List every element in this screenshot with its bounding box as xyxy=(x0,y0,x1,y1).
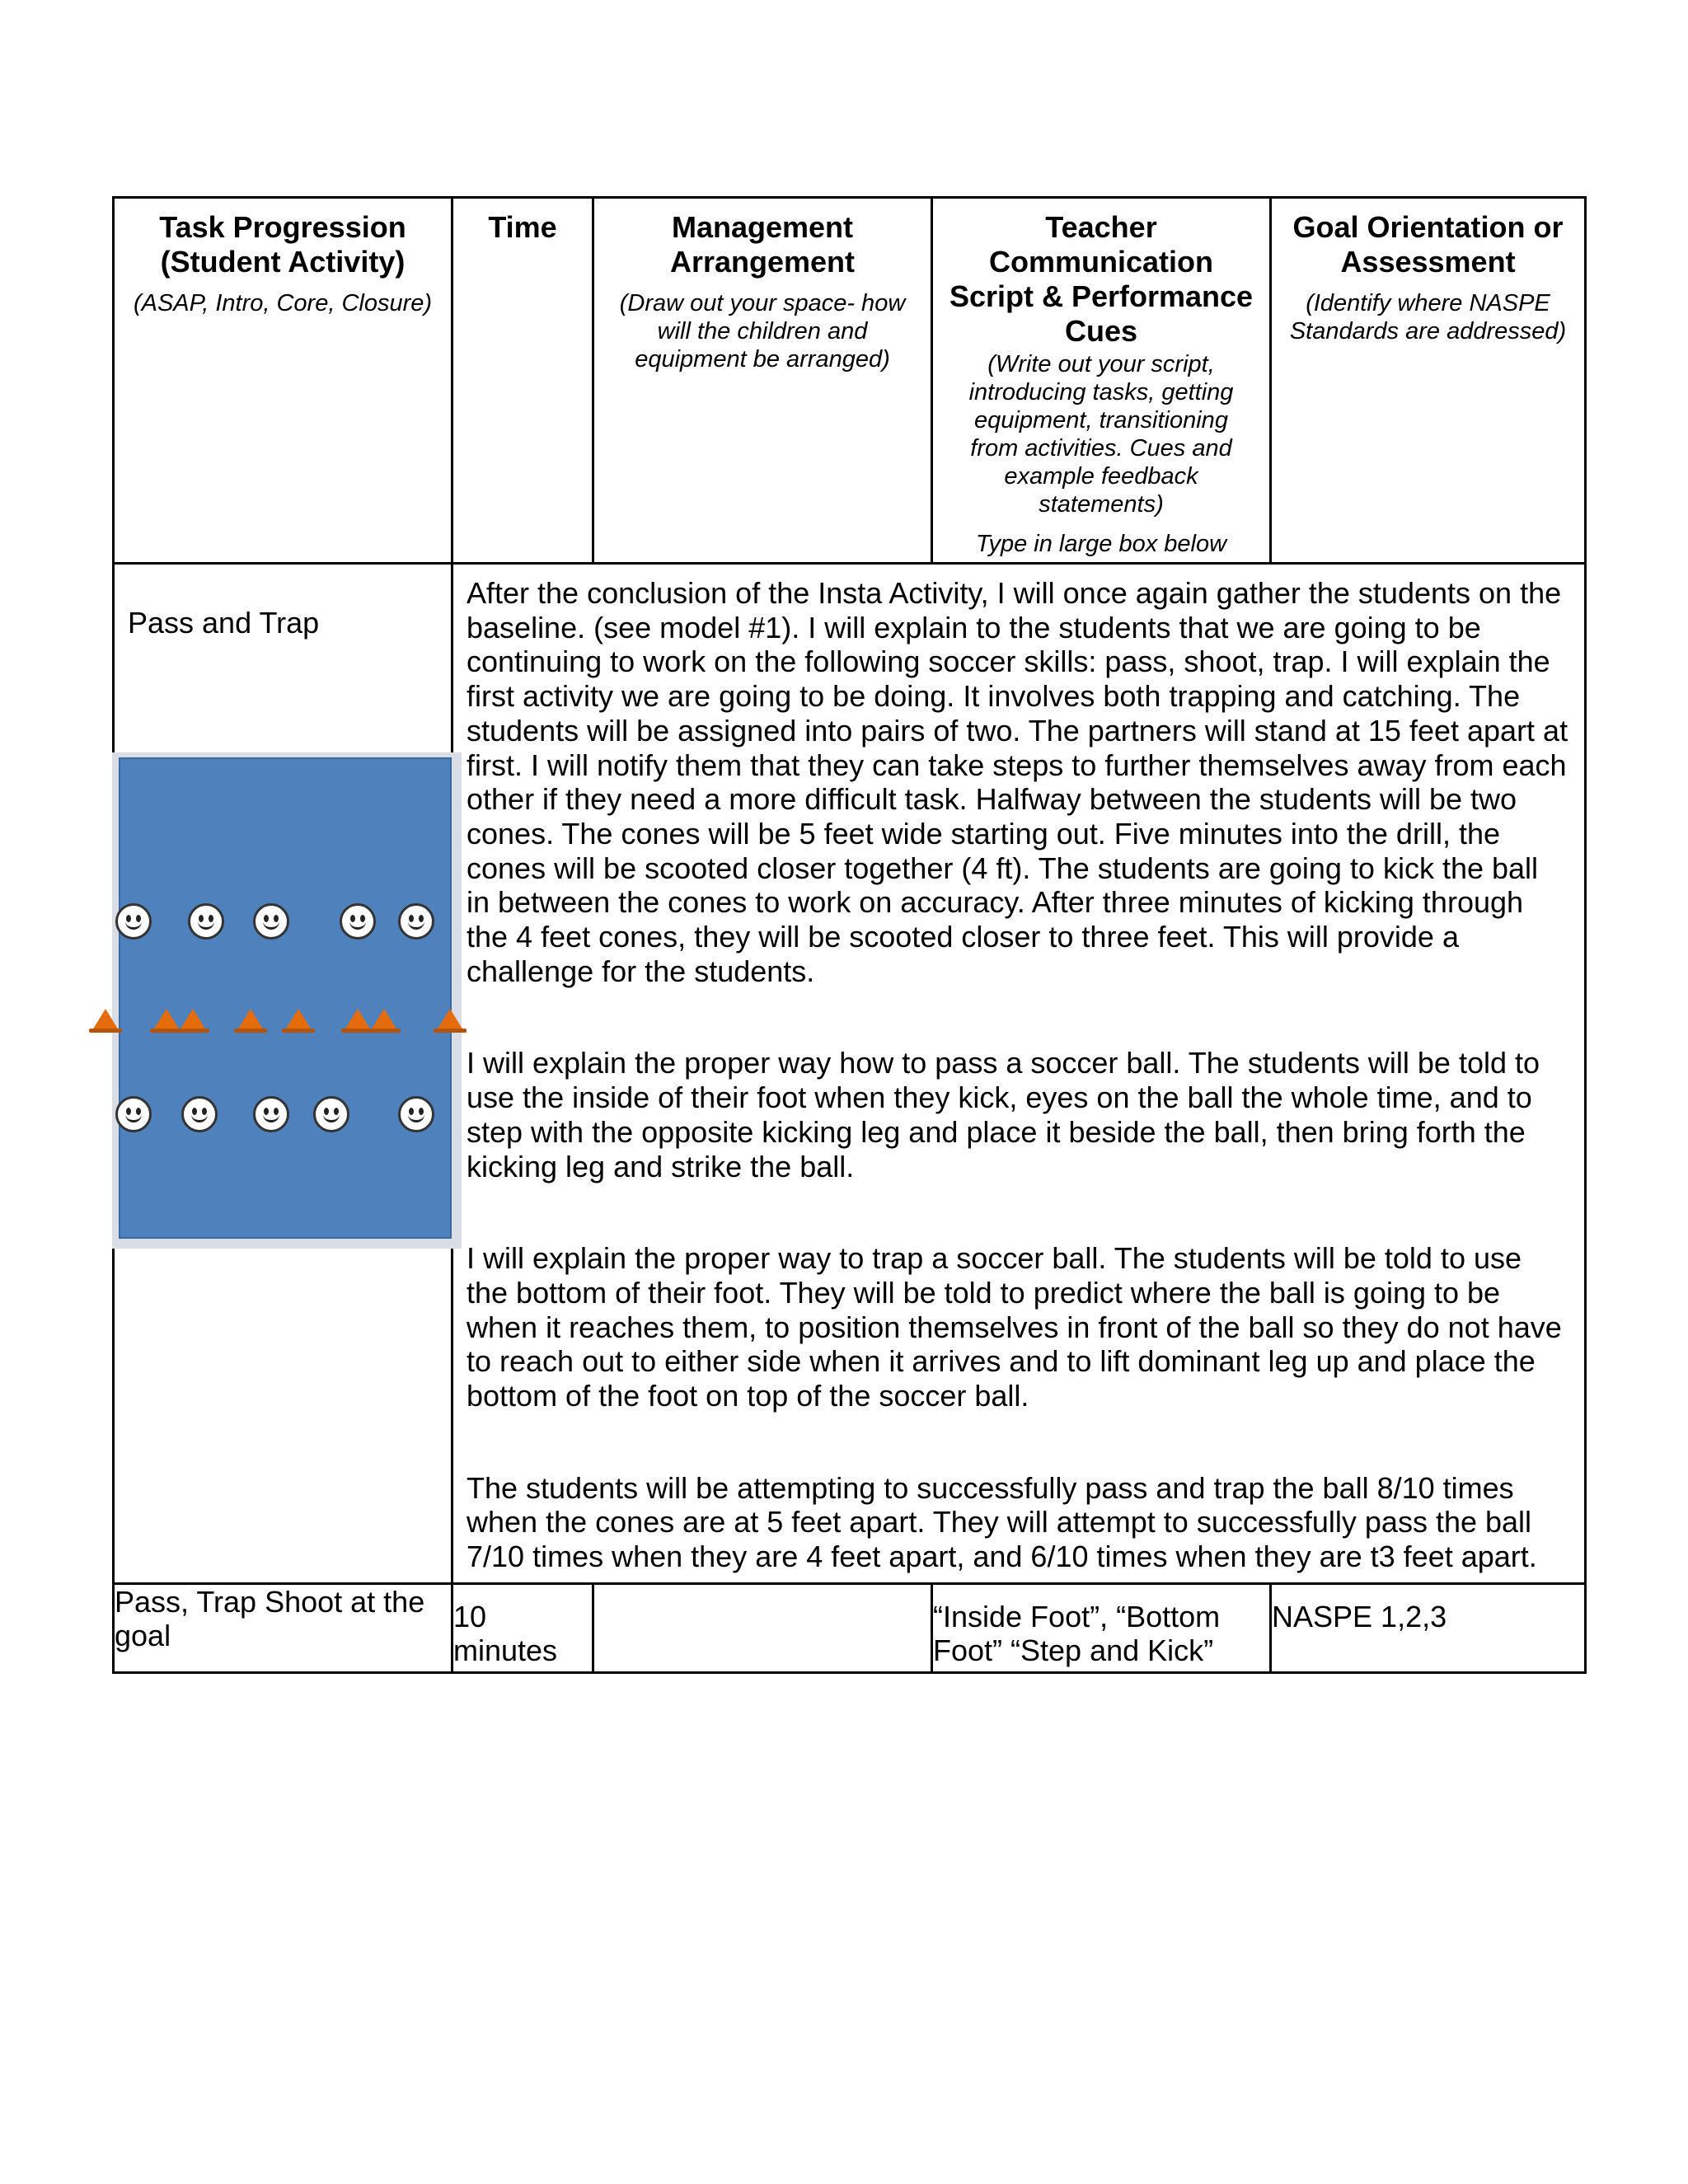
header-goal-title-1: Goal Orientation or xyxy=(1292,210,1564,244)
goal-cell: NASPE 1,2,3 xyxy=(1271,1584,1586,1673)
header-teacher-sub: (Write out your script, introducing tasks, getting equipment, transitioning from activities. Cues and example feedback statements) xyxy=(968,351,1234,518)
script-paragraph-intro: After the conclusion of the Insta Activity, I will once again gather the students on the baseline. (see model #1). I will explain to the students that we are going to be continuing to work on the following soccer skills: pass, shoot, trap. I will explain the first activity we are going to be doing. It involves both trapping and catching. The students will be assigned into pairs of two. The partners will stand at 15 feet apart at first. I will notify them that they can take steps to further themselves away from each other if they need a more difficult task. Halfway between the students will be two cones. The cones will be 5 feet wide starting out. Five minutes into the drill, the cones will be scooted closer together (4 ft). The students are going to kick the ball in between the cones to work on accuracy. After three minutes of kicking through the 4 feet cones, they will be scooted closer to three feet. This will provide a challenge for the students. xyxy=(467,576,1568,988)
task-cell-pass-trap-shoot: Pass, Trap Shoot at the goal xyxy=(114,1584,452,1673)
header-task-title-2: (Student Activity) xyxy=(160,245,406,279)
cues-cell: “Inside Foot”, “Bottom Foot” “Step and Kick” xyxy=(932,1584,1271,1673)
smiley-face-icon xyxy=(253,903,289,940)
cone-icon xyxy=(92,1009,119,1030)
header-task-sub: (ASAP, Intro, Core, Closure) xyxy=(133,290,433,316)
header-teacher-communication xyxy=(932,198,1271,564)
script-paragraph-pass: I will explain the proper way how to pass a soccer ball. The students will be told to use the inside of their foot when they kick, eyes on the ball the whole time, and to step with the opposite kicking leg and place it beside the ball, then bring forth the kicking leg and strike the ball. xyxy=(467,1046,1540,1183)
header-teacher-title-4: Cues xyxy=(1064,314,1138,348)
smiley-face-icon xyxy=(115,1096,152,1132)
header-teacher-title-2: Communication xyxy=(988,245,1213,279)
cone-icon xyxy=(345,1009,371,1030)
cone-icon xyxy=(180,1009,206,1030)
script-paragraph-goals: The students will be attempting to successfully pass and trap the ball 8/10 times when the cones are at 5 feet apart. They will attempt to successfully pass the ball 7/10 times when they are 4 feet apart, and 6/10 times when they are t3 feet apart. xyxy=(467,1470,1537,1574)
header-management xyxy=(593,198,932,564)
cone-icon xyxy=(371,1009,397,1030)
script-paragraph-trap: I will explain the proper way to trap a soccer ball. The students will be told to use the bottom of their foot. They will be told to predict where the ball is going to be when it reaches them, to position themselves in front of the ball so they do not have to reach out to either side when it arrives and to lift dominant leg up and place the bottom of the foot on top of the soccer ball. xyxy=(467,1241,1562,1413)
script-cell xyxy=(452,564,1586,1584)
cone-icon xyxy=(437,1009,463,1030)
smiley-face-icon xyxy=(398,903,434,940)
header-task-title-1: Task Progression xyxy=(159,210,406,244)
header-goal-title-2: Assessment xyxy=(1340,245,1516,279)
smiley-face-icon xyxy=(313,1096,349,1132)
header-row xyxy=(114,198,1586,564)
cone-icon xyxy=(237,1009,264,1030)
smiley-face-icon xyxy=(340,903,376,940)
header-teacher-title-3: Script & Performance xyxy=(949,279,1254,313)
smiley-face-icon xyxy=(253,1096,289,1132)
management-cell xyxy=(593,1584,932,1673)
header-time-title: Time xyxy=(488,210,557,244)
time-cell: 10 minutes xyxy=(452,1584,593,1673)
smiley-face-icon xyxy=(398,1096,434,1132)
field-diagram xyxy=(112,752,462,1249)
header-teacher-title-1: Teacher xyxy=(1045,210,1157,244)
header-task-progression xyxy=(114,198,452,564)
smiley-face-icon xyxy=(115,903,152,940)
header-goal-sub: (Identify where NASPE Standards are addressed) xyxy=(1289,290,1567,344)
soccer-field xyxy=(119,757,452,1239)
cone-icon xyxy=(153,1009,180,1030)
pass-trap-shoot-row xyxy=(114,1584,1586,1673)
header-management-title-2: Arrangement xyxy=(669,245,856,279)
task-cell-pass-and-trap: Pass and Trap xyxy=(114,564,452,1584)
header-management-sub: (Draw out your space- how will the children and equipment be arranged) xyxy=(619,290,906,373)
header-teacher-note: Type in large box below xyxy=(975,531,1227,557)
smiley-face-icon xyxy=(188,903,224,940)
header-goal-orientation xyxy=(1271,198,1586,564)
cone-icon xyxy=(285,1009,312,1030)
header-time xyxy=(452,198,593,564)
header-management-title-1: Management xyxy=(671,210,854,244)
smiley-face-icon xyxy=(181,1096,218,1132)
